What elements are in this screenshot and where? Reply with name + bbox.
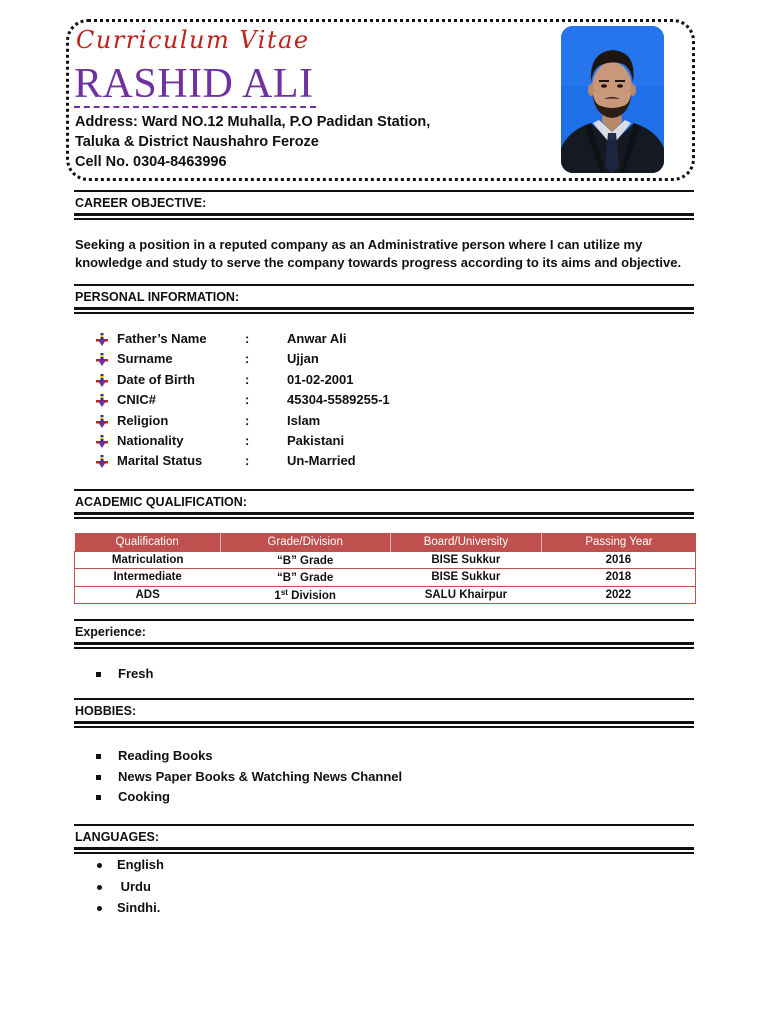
candidate-name: RASHID ALI [74, 61, 314, 107]
section-rule [74, 489, 694, 491]
personal-info-separator: : [245, 371, 250, 387]
language-item-text: Sindhi. [117, 900, 161, 915]
arrow-bullet-icon [95, 333, 109, 347]
grade-superscript: st [280, 587, 288, 597]
personal-info-separator: : [245, 453, 250, 469]
section-rule [74, 619, 694, 621]
grade-suffix: Division [287, 589, 336, 602]
grade-cell [220, 586, 390, 604]
column-header: Qualification [75, 533, 221, 551]
personal-info-label: Nationality [117, 433, 184, 448]
board-cell: SALU Khairpur [390, 586, 542, 604]
column-header: Grade/Division [220, 533, 390, 551]
personal-info-value: Ujjan [287, 351, 319, 367]
section-rule [74, 847, 694, 850]
section-rule [74, 284, 694, 286]
section-heading: HOBBIES: [75, 704, 137, 718]
section-rule [74, 517, 694, 519]
round-bullet-icon [97, 906, 102, 911]
column-header: Board/University [390, 533, 542, 551]
square-bullet-icon [96, 672, 101, 677]
table-header-row [75, 533, 696, 551]
section-rule [74, 698, 694, 700]
personal-info-value: Un-Married [287, 453, 356, 469]
cv-title: Curriculum Vitae [76, 26, 310, 54]
year-cell: 2022 [542, 586, 696, 604]
qualification-cell: Intermediate [75, 569, 221, 587]
qualification-cell: ADS [75, 586, 221, 604]
personal-info-label: Date of Birth [117, 371, 195, 387]
profile-photo [561, 26, 664, 173]
arrow-bullet-icon [95, 455, 109, 469]
grade-cell [220, 551, 390, 569]
personal-info-value: Pakistani [287, 433, 345, 448]
cell-number: Cell No. 0304-8463996 [75, 154, 227, 170]
table-row [75, 569, 696, 587]
career-objective-text: Seeking a position in a reputed company as an Administrative person where I can utilize my knowledge and study to serve the company towards progress according to its aims and objective. [75, 237, 682, 270]
personal-info-label: CNIC# [117, 392, 157, 408]
section-rule [74, 218, 694, 220]
profile-photo-image [561, 26, 664, 173]
arrow-bullet-icon [95, 374, 109, 388]
section-rule [74, 312, 694, 314]
section-heading: ACADEMIC QUALIFICATION: [75, 495, 247, 509]
section-rule [74, 213, 694, 216]
grade-cell [220, 569, 390, 587]
section-rule [74, 642, 694, 645]
section-rule [74, 307, 694, 310]
experience-item-text: Fresh [118, 666, 154, 681]
personal-info-value: Islam [287, 412, 321, 428]
personal-info-value: Anwar Ali [287, 331, 347, 346]
qualification-table [74, 533, 696, 604]
arrow-bullet-icon [95, 435, 109, 449]
section-heading: PERSONAL INFORMATION: [75, 290, 240, 304]
section-rule [74, 190, 694, 192]
section-rule [74, 726, 694, 728]
section-rule [74, 512, 694, 515]
arrow-bullet-icon [95, 394, 109, 408]
arrow-bullet-icon [95, 415, 109, 429]
qualification-cell: Matriculation [75, 551, 221, 569]
board-cell: BISE Sukkur [390, 569, 542, 587]
personal-info-separator: : [245, 433, 250, 448]
section-rule [74, 647, 694, 649]
personal-info-label: Religion [117, 412, 169, 428]
language-item-text: Urdu [117, 878, 151, 894]
personal-info-separator: : [245, 351, 250, 367]
year-cell: 2018 [542, 569, 696, 587]
arrow-bullet-icon [95, 353, 109, 367]
personal-info-label: Father’s Name [117, 331, 207, 346]
square-bullet-icon [96, 795, 101, 800]
personal-info-value: 01-02-2001 [287, 371, 354, 387]
language-item-text: English [117, 857, 164, 872]
personal-info-value: 45304-5589255-1 [287, 392, 390, 408]
address-line-2: Taluka & District Naushahro Feroze [75, 134, 319, 150]
section-heading: LANGUAGES: [75, 830, 160, 844]
hobby-item-text: Cooking [118, 789, 170, 805]
grade-text: “B” Grade [277, 554, 334, 567]
grade-text: 1 [274, 589, 281, 602]
square-bullet-icon [96, 775, 101, 780]
square-bullet-icon [96, 754, 101, 759]
round-bullet-icon [97, 885, 102, 890]
table-row [75, 551, 696, 569]
section-rule [74, 721, 694, 724]
personal-info-label: Marital Status [117, 453, 203, 469]
personal-info-separator: : [245, 331, 250, 346]
hobby-item-text: News Paper Books & Watching News Channel [118, 768, 403, 784]
personal-info-label: Surname [117, 351, 173, 367]
round-bullet-icon [97, 863, 102, 868]
table-row [75, 586, 696, 604]
section-rule [74, 852, 694, 854]
grade-text: “B” Grade [277, 572, 334, 585]
personal-info-separator: : [245, 392, 250, 408]
personal-info-separator: : [245, 412, 250, 428]
section-heading: Experience: [75, 625, 146, 639]
hobby-item-text: Reading Books [118, 748, 213, 763]
address-line-1: Address: Ward NO.12 Muhalla, P.O Padidan Station, [75, 114, 431, 130]
section-rule [74, 824, 694, 826]
year-cell: 2016 [542, 551, 696, 569]
board-cell: BISE Sukkur [390, 551, 542, 569]
section-heading: CAREER OBJECTIVE: [75, 196, 207, 210]
column-header: Passing Year [542, 533, 696, 551]
